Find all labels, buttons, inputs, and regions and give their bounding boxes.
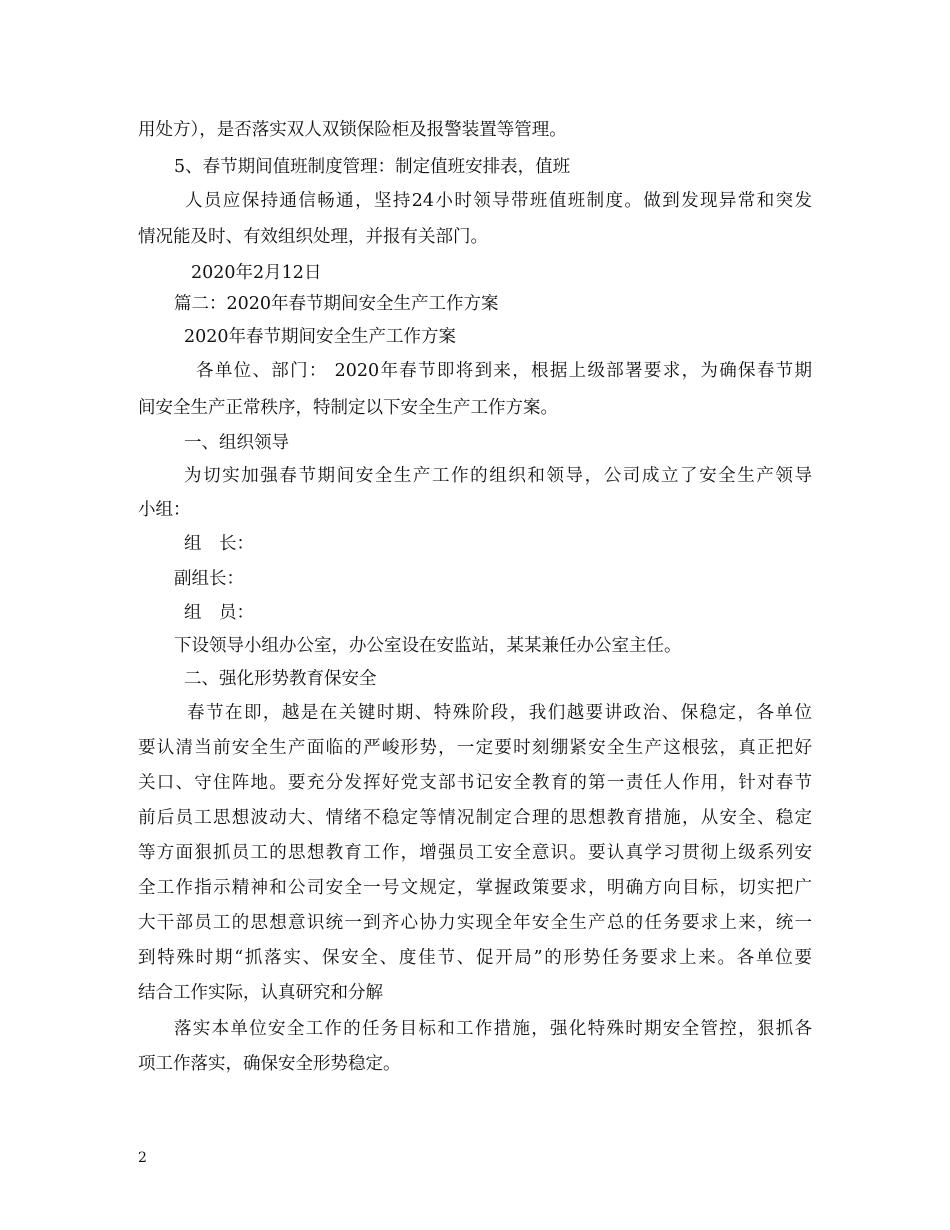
text-line: 副组长： [174,569,244,589]
text-line: 组 长： [184,534,254,554]
text-line: 用处方），是否落实双人双锁保险柜及报警装置等管理。 [138,120,567,140]
text-line: 前后员工思想波动大、情绪不稳定等情况制定合理的思想教育措施，从安全、稳定 [138,808,812,828]
text-line: 到特殊时期“抓落实、保安全、度佳节、促开局”的形势任务要求上来。各单位要 [138,948,812,968]
text-line: 小组： [138,500,191,520]
section-heading: 篇二：2020年春节期间安全生产工作方案 [174,294,499,314]
text-line: 大干部员工的思想意识统一到齐心协力实现全年安全生产总的任务要求上来，统一 [138,913,812,933]
text-line: 项工作落实，确保安全形势稳定。 [138,1054,401,1074]
text-line: 为切实加强春节期间安全生产工作的组织和领导，公司成立了安全生产领导 [184,466,812,486]
text-line: 落实本单位安全工作的任务目标和工作措施，强化特殊时期安全管控，狠抓各 [174,1019,812,1039]
page-number: 2 [138,1150,147,1166]
text-line: 情况能及时、有效组织处理，并报有关部门。 [138,227,488,247]
text-line: 5、春节期间值班制度管理：制定值班安排表，值班 [174,157,571,177]
text-line: 春节在即，越是在关键时期、特殊阶段，我们越要讲政治、保稳定，各单位 [187,703,812,723]
date-line: 2020年2月12日 [191,263,322,283]
text-line: 全工作指示精神和公司安全一号文规定，掌握政策要求，明确方向目标，切实把广 [138,878,812,898]
document-title: 2020年春节期间安全生产工作方案 [184,327,457,347]
text-line: 要认清当前安全生产面临的严峻形势，一定要时刻绷紧安全生产这根弦，真正把好 [138,738,812,758]
text-line: 下设领导小组办公室，办公室设在安监站，某某兼任办公室主任。 [174,636,682,656]
text-line: 人员应保持通信畅通，坚持24小时领导带班值班制度。做到发现异常和突发 [185,191,812,211]
text-line: 组 员： [184,603,254,623]
text-line: 结合工作实际，认真研究和分解 [138,983,383,1003]
section-heading: 二、强化形势教育保安全 [184,669,377,689]
text-line: 关口、守住阵地。要充分发挥好党支部书记安全教育的第一责任人作用，针对春节 [138,773,812,793]
text-line: 间安全生产正常秩序，特制定以下安全生产工作方案。 [138,398,558,418]
text-line: 各单位、部门： 2020年春节即将到来，根据上级部署要求，为确保春节期 [196,361,812,381]
text-line: 等方面狠抓员工的思想教育工作，增强员工安全意识。要认真学习贯彻上级系列安 [138,843,812,863]
section-heading: 一、组织领导 [184,433,289,453]
